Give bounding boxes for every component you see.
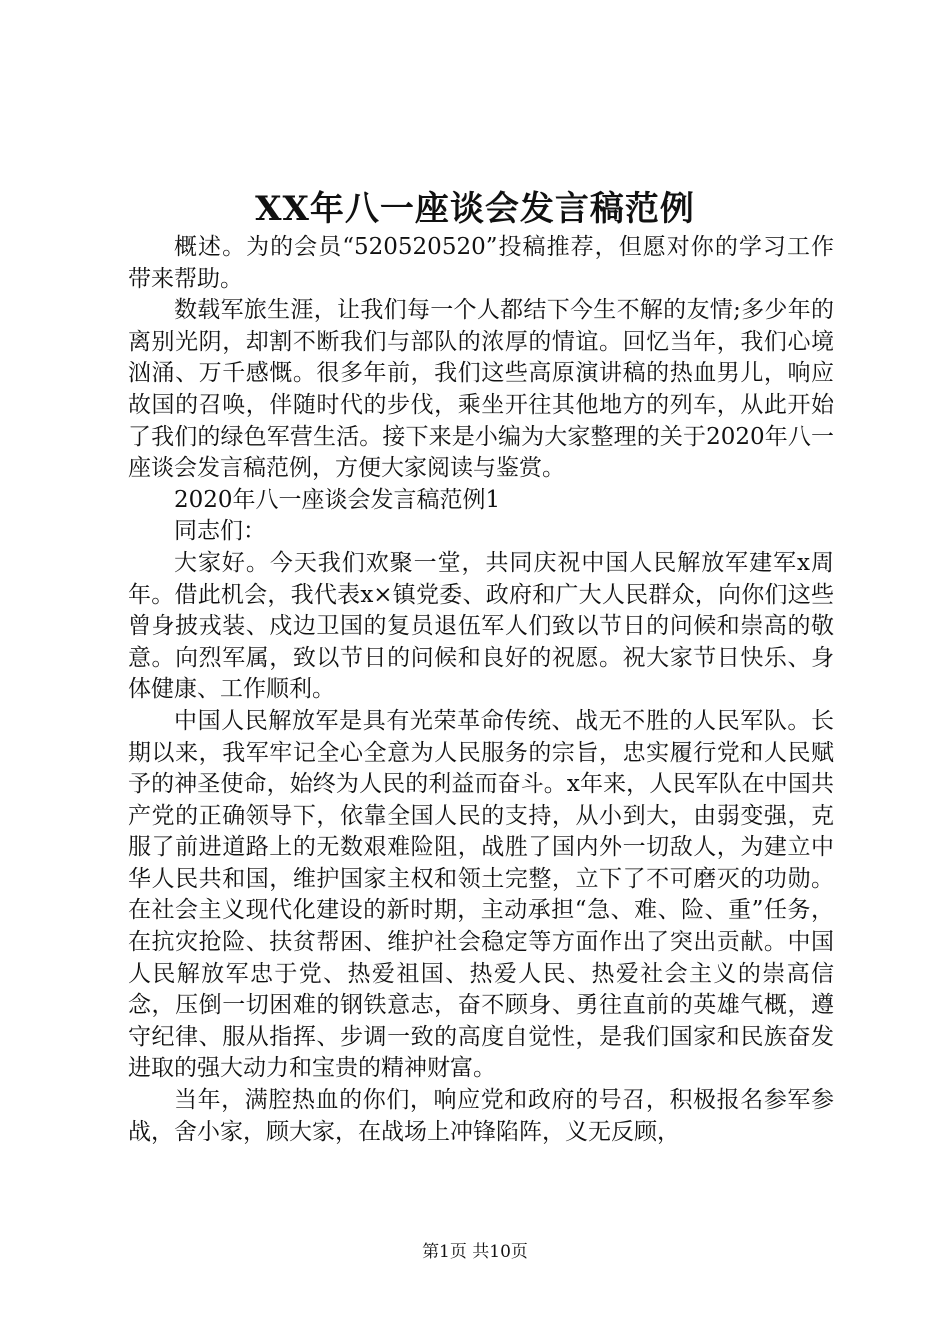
paragraph-greeting: 大家好。今天我们欢聚一堂，共同庆祝中国人民解放军建军x周年。借此机会，我代表x×镇党委、政府和广大人民群众，向你们这些曾身披戎装、戍边卫国的复员退伍军人们致以节日的问候和崇高的敬意。向烈军属，致以节日的问候和良好的祝愿。祝大家节日快乐、身体健康、工作顺利。 — [128, 549, 834, 703]
section-heading: 2020年八一座谈会发言稿范例1 — [174, 486, 501, 513]
paragraph-salutation: 同志们： — [174, 518, 266, 545]
paragraph-army-history: 中国人民解放军是具有光荣革命传统、战无不胜的人民军队。长期以来，我军牢记全心全意为人民服务的宗旨，忠实履行党和人民赋予的神圣使命，始终为人民的利益而奋斗。x年来，人民军队在中国共产党的正确领导下，依靠全国人民的支持，从小到大，由弱变强，克服了前进道路上的无数艰难险阻，战胜了国内外一切敌人，为建立中华人民共和国，维护国家主权和领土完整，立下了不可磨灭的功勋。在社会主义现代化建设的新时期，主动承担“急、难、险、重”任务，在抗灾抢险、扶贫帮困、维护社会稳定等方面作出了突出贡献。中国人民解放军忠于党、热爱祖国、热爱人民、热爱社会主义的崇高信念，压倒一切困难的钢铁意志，奋不顾身、勇往直前的英雄气概，遵守纪律、服从指挥、步调一致的高度自觉性，是我们国家和民族奋发进取的强大动力和宝贵的精神财富。 — [128, 707, 834, 1082]
paragraph-summary: 概述。为的会员“520520520”投稿推荐，但愿对你的学习工作带来帮助。 — [128, 234, 834, 292]
page-footer: 第1页 共10页 — [422, 1242, 528, 1262]
paragraph-veterans: 当年，满腔热血的你们，响应党和政府的号召，积极报名参军参战，舍小家，顾大家，在战场上冲锋陷阵，义无反顾， — [128, 1087, 834, 1145]
document-title: XX年八一座谈会发言稿范例 — [255, 189, 695, 229]
document-body — [128, 232, 834, 1148]
paragraph-intro: 数载军旅生涯，让我们每一个人都结下今生不解的友情;多少年的离别光阴，却割不断我们与部队的浓厚的情谊。回忆当年，我们心境汹涌、万千感慨。很多年前，我们这些高原演讲稿的热血男儿，响应故国的召唤，伴随时代的步伐，乘坐开往其他地方的列车，从此开始了我们的绿色军营生活。接下来是小编为大家整理的关于2020年八一座谈会发言稿范例，方便大家阅读与鉴赏。 — [128, 297, 834, 482]
